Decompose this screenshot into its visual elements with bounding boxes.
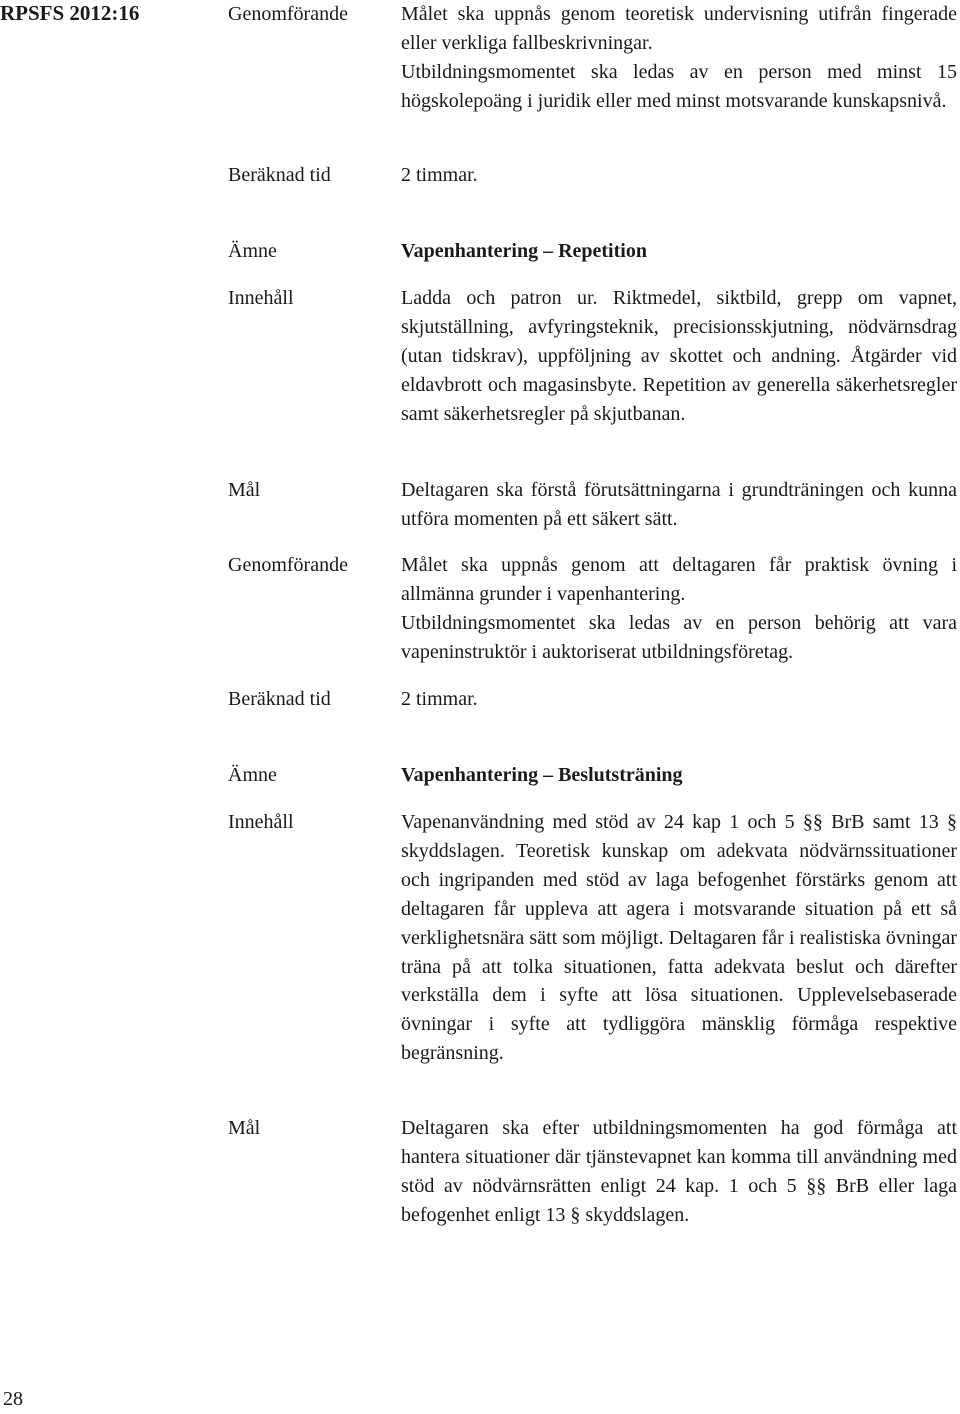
amne-title-repetition: Vapenhantering – Repetition — [401, 240, 647, 262]
amne-label-beslut: Ämne — [228, 764, 277, 786]
innehall-text-repetition: Ladda och patron ur. Riktmedel, siktbild, grepp om vapnet, skjutställning, avfyringsteknik, precisionsskjutning, nödvärnsdrag (utan tidskrav), uppföljning av skottet och andning. Åtgärder vid eldavbrott och magasinsbyte. Repetition av generella säkerhetsregler samt säkerhetsregler på skjutbanan. — [401, 287, 957, 425]
genomforande-text-top — [401, 0, 957, 116]
amne-title-beslut: Vapenhantering – Beslutsträning — [401, 764, 683, 786]
document-id: RPSFS 2012:16 — [0, 1, 140, 25]
tid-text-top: 2 timmar. — [401, 164, 478, 186]
innehall-label-beslut: Innehåll — [228, 811, 294, 833]
tid-text-repetition: 2 timmar. — [401, 688, 478, 710]
genomforande-paragraph: Utbildningsmomentet ska ledas av en person med minst 15 högskolepoäng i juridik eller med minst motsvarande kunskapsnivå. — [401, 60, 957, 112]
mal-label-repetition: Mål — [228, 479, 261, 501]
mal-text-repetition: Deltagaren ska förstå förutsättningarna i grundträningen och kunna utföra momenten på ett säkert sätt. — [401, 479, 957, 530]
genomforande-label-repetition: Genomförande — [228, 554, 348, 576]
tid-label-top: Beräknad tid — [228, 164, 331, 186]
tid-label-repetition: Beräknad tid — [228, 688, 331, 710]
amne-label-repetition: Ämne — [228, 240, 277, 262]
innehall-label-repetition: Innehåll — [228, 287, 294, 309]
mal-text-beslut: Deltagaren ska efter utbildningsmomenten ha god förmåga att hantera situationer där tjänstevapnet kan komma till användning med stöd av nödvärnsrätten enligt 24 kap. 1 och 5 §§ BrB eller laga befogenhet enligt 13 § skyddslagen. — [401, 1117, 957, 1226]
genomforande-label-top: Genomförande — [228, 3, 348, 25]
mal-label-beslut: Mål — [228, 1117, 261, 1139]
innehall-text-beslut: Vapenanvändning med stöd av 24 kap 1 och 5 §§ BrB samt 13 § skyddslagen. Teoretisk kunskap om adekvata nödvärnssituationer och ingripanden med stöd av laga befogenhet förstärks genom att deltagaren får uppleva att agera i motsvarande situation på ett så verklighetsnära sätt som möjligt. Deltagaren får i realistiska övningar träna på att tolka situationen, fatta adekvata beslut och därefter verkställa dem i syfte att lösa situationen. Upplevelsebaserade övningar i syfte att tydliggöra mänsklig förmåga respektive begränsning. — [401, 811, 957, 1065]
genomforande-paragraph: Målet ska uppnås genom teoretisk undervisning utifrån fingerade eller verkliga fallbeskrivningar. — [401, 3, 957, 54]
page-number: 28 — [3, 1388, 23, 1410]
genomforande-paragraph: Målet ska uppnås genom att deltagaren får praktisk övning i allmänna grunder i vapenhantering. — [401, 554, 957, 605]
genomforande-paragraph: Utbildningsmomentet ska ledas av en person behörig att vara vapeninstruktör i auktoriserat utbildningsföretag. — [401, 611, 957, 663]
genomforande-text-repetition — [401, 551, 957, 667]
